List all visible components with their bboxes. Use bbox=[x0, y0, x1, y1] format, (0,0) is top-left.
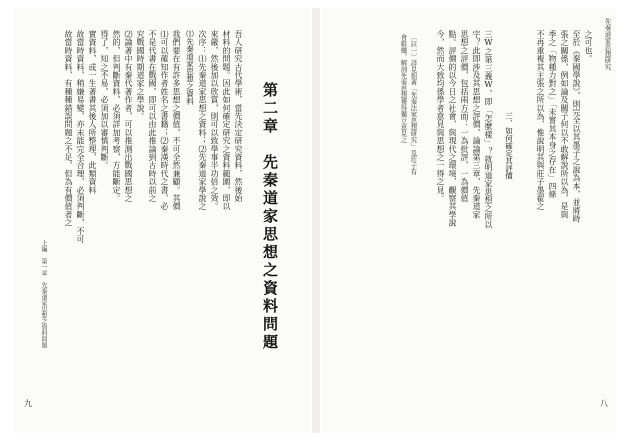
body-column: 次序：⑴先秦道家思想之資料；⑵先秦道家學說之 bbox=[198, 30, 207, 211]
body-column: 今，然而大致均係學者意見與思想之一得之見。 bbox=[436, 30, 445, 203]
running-footer: 上編 第一章 先秦道家思想之資料問題 bbox=[40, 240, 47, 348]
body-column: 不再重複其主張之所以為，惟說明其與莊子墨翟之 bbox=[536, 30, 545, 211]
body-column: 材料的問題。因此如何確定研究之資料範圍，即以 bbox=[222, 30, 231, 211]
body-column: 然的，但判斷資料，必須詳加考察，方能斷定。 bbox=[112, 30, 121, 203]
footnote-column: 〔註一〕詳見拙著「先秦法家思想研究」及莊子有 bbox=[409, 34, 418, 175]
body-column: ⑴可以確知作者姓名之書籍；⑵秦漢時代之書，必 bbox=[160, 30, 169, 211]
running-header: 先秦道家思想研究 bbox=[603, 18, 612, 70]
body-column: 之可也。 bbox=[584, 30, 593, 63]
body-column: 實資料，或一生著書其後人所整理，此類資料 bbox=[88, 30, 97, 194]
body-column: 點。評價的以今日之社會，與現代之環境，觀察其學說 bbox=[448, 30, 457, 227]
body-column: 得了，知之不易，必須加以審慎判斷。 bbox=[100, 30, 109, 170]
left-page-number: 九 bbox=[24, 399, 32, 408]
body-column: 吾人研究古代學術，當先決定研究資料，然後始 bbox=[234, 30, 243, 203]
body-column: 三W之第三義W，即「怎麼樣」？就明道家思想之所以 bbox=[484, 30, 493, 229]
body-column: 故當時資料，稍嫌易變，亦未能完全合理，必須判斷，不可 bbox=[76, 30, 85, 244]
body-column: 字？此即涉及其思想之評價，論論第三章，先秦道家 bbox=[472, 30, 481, 219]
book-gutter bbox=[312, 8, 320, 433]
body-column: 故當時資料，有種種錯誤問題之不足，但為有價值者之 bbox=[64, 30, 73, 227]
chapter-title: 第二章 先秦道家思想之資料問題 bbox=[261, 82, 279, 352]
body-column: 思想之評價，包括兩方面：一為批評，一為價值 bbox=[460, 30, 469, 203]
body-column: 季之「物種力對之」「未嘗其本身之存在」四條 bbox=[548, 30, 557, 199]
body-column: 至於《秦國學說》，則完全以其墨子之說為本，並將時 bbox=[572, 30, 581, 223]
body-column: 張之關係，例如論及關子何以不敢解說所以為，是與 bbox=[560, 30, 569, 219]
body-column: 我們要在有許多思想之價值，不可全然兼顧。其價 bbox=[172, 30, 181, 211]
body-column: 不是代書在戰國，即可以由此推論到古時以前之 bbox=[148, 30, 157, 203]
subsection-heading: ⑴先秦道家思想之資料 bbox=[185, 30, 195, 105]
body-column: 來嚴，然後加以欣賞，則可以致學事半功倍之效。 bbox=[210, 30, 219, 211]
footnote-column: 會組織，解剖先秦思想獲得獨立意見之 bbox=[399, 34, 408, 143]
right-page-number: 八 bbox=[600, 399, 608, 408]
section-heading: 三、如何確定其評價 bbox=[504, 112, 514, 180]
body-column: 究戰國時期道家之學說。 bbox=[136, 30, 145, 121]
body-column: ⑵論著中有秦代著作者，可以推測出戰國思想之 bbox=[124, 30, 133, 203]
